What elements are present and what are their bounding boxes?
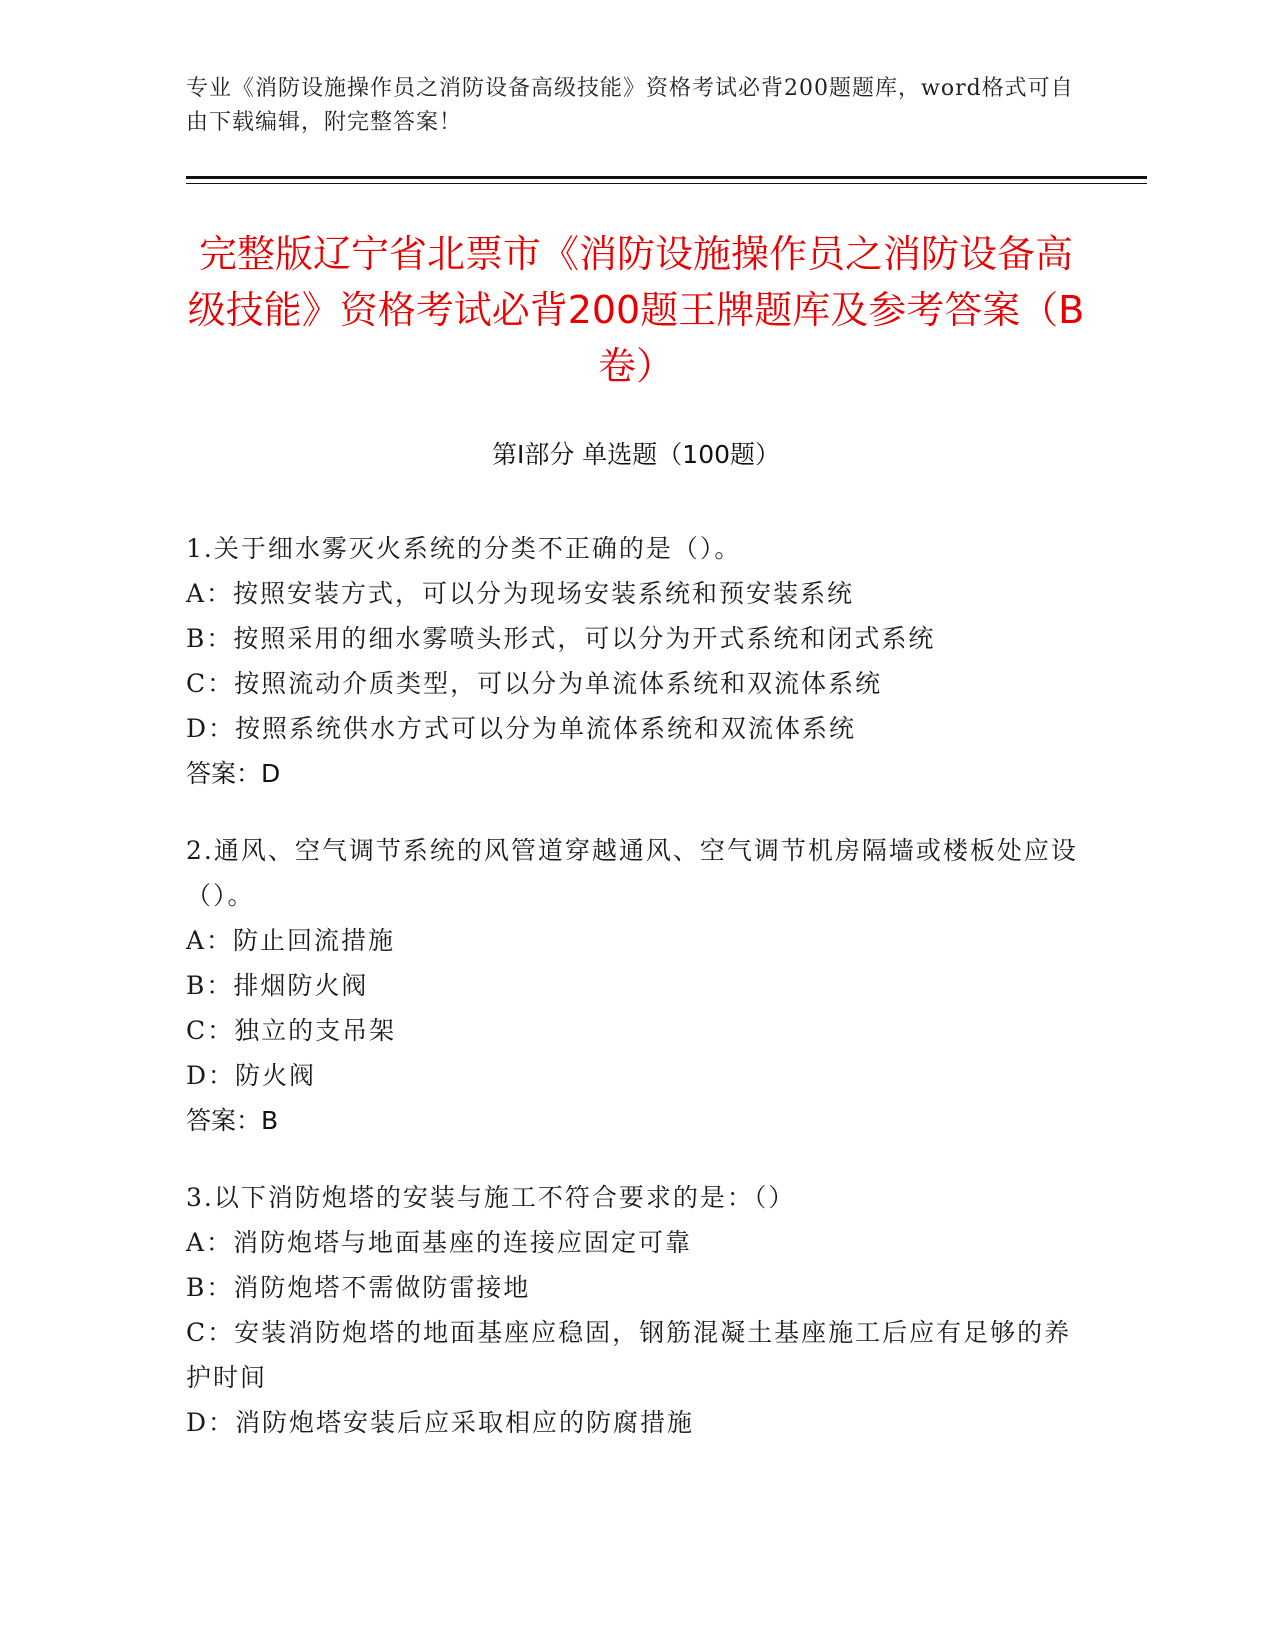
option-c: C：按照流动介质类型，可以分为单流体系统和双流体系统 bbox=[186, 669, 883, 698]
option-b: B：按照采用的细水雾喷头形式，可以分为开式系统和闭式系统 bbox=[186, 624, 936, 653]
document-title: 完整版辽宁省北票市《消防设施操作员之消防设备高级技能》资格考试必背200题王牌题库及参考答案（B卷） bbox=[187, 232, 1085, 388]
question-stem: 2.通风、空气调节系统的风管道穿越通风、空气调节机房隔墙或楼板处应设（）。 bbox=[186, 836, 1078, 910]
question-list bbox=[186, 526, 1086, 1477]
question-1 bbox=[186, 526, 1086, 796]
question-stem: 1.关于细水雾灭火系统的分类不正确的是（）。 bbox=[186, 534, 742, 563]
answer: 答案：B bbox=[186, 1106, 279, 1135]
header-note: 专业《消防设施操作员之消防设备高级技能》资格考试必背200题题库，word格式可自由下载编辑，附完整答案！ bbox=[186, 76, 1074, 135]
question-3 bbox=[186, 1175, 1086, 1445]
question-stem: 3.以下消防炮塔的安装与施工不符合要求的是：（） bbox=[186, 1183, 796, 1212]
option-d: D：消防炮塔安装后应采取相应的防腐措施 bbox=[186, 1408, 695, 1437]
option-a: A：消防炮塔与地面基座的连接应固定可靠 bbox=[186, 1228, 693, 1257]
option-b: B：消防炮塔不需做防雷接地 bbox=[186, 1273, 531, 1302]
option-d: D：防火阀 bbox=[186, 1061, 317, 1090]
option-a: A：防止回流措施 bbox=[186, 926, 396, 955]
answer: 答案：D bbox=[186, 759, 281, 788]
header-divider-thin bbox=[186, 183, 1147, 184]
option-d: D：按照系统供水方式可以分为单流体系统和双流体系统 bbox=[186, 714, 857, 743]
header-divider bbox=[186, 176, 1147, 179]
section-title: 第Ⅰ部分 单选题（100题） bbox=[491, 440, 781, 469]
option-c: C：独立的支吊架 bbox=[186, 1016, 397, 1045]
option-a: A：按照安装方式，可以分为现场安装系统和预安装系统 bbox=[186, 579, 855, 608]
option-c: C：安装消防炮塔的地面基座应稳固，钢筋混凝土基座施工后应有足够的养护时间 bbox=[186, 1318, 1072, 1392]
question-2 bbox=[186, 828, 1086, 1143]
option-b: B：排烟防火阀 bbox=[186, 971, 369, 1000]
